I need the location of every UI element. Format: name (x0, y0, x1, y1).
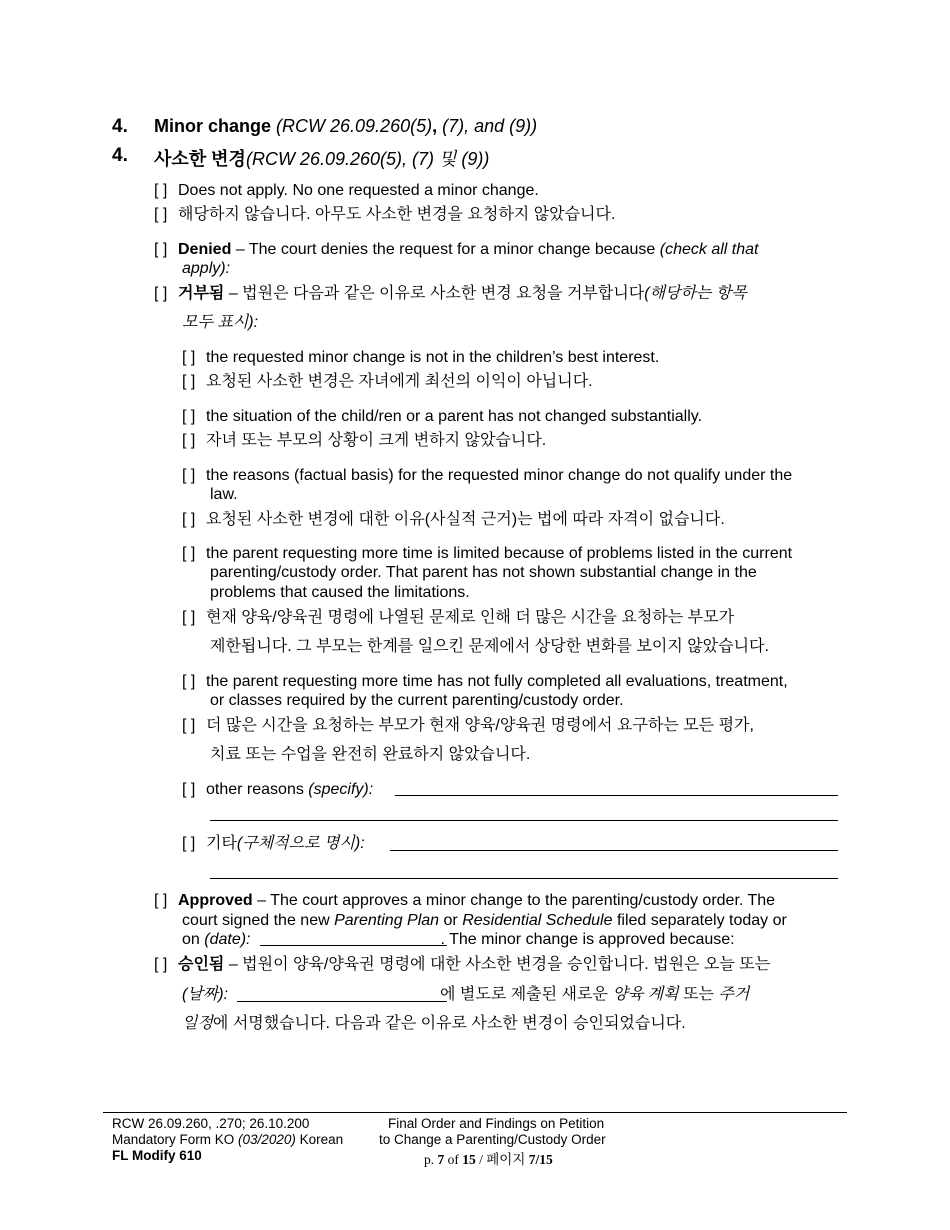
reason-2-en (182, 407, 702, 426)
reason-4-en-line-1: the parent requesting more time is limited because of problems listed in the current (206, 545, 793, 562)
reason-5-ko-line-2: 치료 또는 수업을 완전히 완료하지 않았습니다. (210, 746, 531, 763)
section-ref-en-a: (RCW 26.09.260(5) (276, 116, 433, 136)
approved-line3-ko-end: 에 서명했습니다. 다음과 같은 이유로 사소한 변경이 승인되었습니다. (212, 1015, 686, 1032)
denied-note-ko-2: 모두 표시): (182, 314, 259, 331)
approved-line1-ko: – 법원이 양육/양육권 명령에 대한 사소한 변경을 승인합니다. 법원은 오늘 또는 (224, 956, 771, 973)
footer-page-p: p. (424, 1152, 438, 1167)
reason-1-checkbox[interactable]: [ ] (182, 349, 196, 366)
approved-line2-ko-a: 에 별도로 제출된 새로운 (440, 986, 613, 1003)
reason-5-en-line-1: the parent requesting more time has not fully completed all evaluations, treatment, (206, 673, 788, 690)
approved-ko-parenting-plan: 양육 계획 (612, 986, 679, 1003)
approved-line3-end: . The minor change is approved because: (440, 931, 735, 948)
footer-page-total: 15 (462, 1152, 476, 1167)
denied-label-en: Denied (178, 241, 232, 258)
section-ref-en-comma: , (432, 116, 438, 136)
approved-ko-checkbox[interactable]: [ ] (154, 956, 168, 973)
footer-form-date: (03/2020) (238, 1132, 296, 1147)
footer-title-1: Final Order and Findings on Petition (388, 1116, 605, 1131)
denied-label-ko: 거부됨 (178, 285, 225, 302)
approved-line3-on: on (182, 931, 205, 948)
approved-date-input-line[interactable] (260, 945, 447, 946)
footer-form-line (112, 1132, 343, 1148)
denied-note-en-1: (check all that (659, 241, 759, 258)
other-ko-input-line-2[interactable] (210, 878, 838, 879)
section-heading-ko (154, 145, 489, 171)
reason-3-en-line-1: the reasons (factual basis) for the requested minor change do not qualify under the (206, 467, 793, 484)
reason-1-ko-line-1: 요청된 사소한 변경은 자녀에게 최선의 이익이 아닙니다. (206, 373, 593, 390)
section-ref-ko: (RCW 26.09.260(5), (7) 및 (9)) (245, 149, 490, 169)
footer-form-id: FL Modify 610 (112, 1148, 202, 1163)
other-checkbox[interactable]: [ ] (182, 781, 196, 798)
approved-label-ko: 승인됨 (178, 956, 225, 973)
other-en-note: (specify): (308, 781, 374, 798)
denied-text-en: – The court denies the request for a minor change because (231, 241, 660, 258)
reason-3-ko (182, 510, 725, 529)
other-en-input-line[interactable] (395, 795, 838, 796)
reason-5-ko (182, 716, 754, 735)
approved-line2-en (182, 911, 787, 930)
reason-2-ko (182, 431, 546, 450)
reason-2-checkbox[interactable]: [ ] (182, 408, 196, 425)
approved-residential-schedule: Residential Schedule (462, 912, 613, 929)
approved-line3-en (182, 930, 735, 949)
other-en-row (182, 780, 373, 799)
reason-1-en-line-1: the requested minor change is not in the children’s best interest. (206, 349, 660, 366)
other-ko-label: 기타 (206, 835, 237, 852)
not-apply-ko-row (154, 205, 615, 224)
reason-5-en (182, 672, 788, 691)
denied-note-ko-1: (해당하는 항목 (644, 285, 747, 302)
reason-4-en (182, 544, 792, 563)
footer-page-ko: / 페이지 (475, 1152, 529, 1167)
approved-ko-date-input-line[interactable] (237, 1001, 447, 1002)
not-apply-ko-checkbox[interactable]: [ ] (154, 206, 168, 223)
section-title-ko: 사소한 변경 (154, 149, 246, 169)
other-ko-note: (구체적으로 명시): (236, 835, 365, 852)
approved-line2-ko-or: 또는 (678, 986, 719, 1003)
denied-text-ko: – 법원은 다음과 같은 이유로 사소한 변경 요청을 거부합니다 (224, 285, 645, 302)
approved-ko-row (154, 955, 770, 974)
footer-form-a: Mandatory Form KO (112, 1132, 239, 1147)
not-apply-en: Does not apply. No one requested a minor change. (178, 182, 539, 199)
reason-4-ko-checkbox[interactable]: [ ] (182, 609, 196, 626)
approved-ko-schedule-1: 주거 (718, 986, 750, 1003)
reason-5-ko-checkbox[interactable]: [ ] (182, 717, 196, 734)
approved-line2-b: filed separately today or (612, 912, 787, 929)
denied-en-row (154, 240, 758, 259)
reason-4-ko-line-2: 제한됩니다. 그 부모는 한계를 일으킨 문제에서 상당한 변화를 보이지 않았습니다. (210, 638, 769, 655)
other-ko-row (182, 834, 365, 853)
section-number-ko: 4. (112, 145, 128, 166)
approved-line3-ko (182, 1014, 686, 1033)
footer-page-num: 7 (437, 1152, 445, 1167)
reason-5-ko-line-1: 더 많은 시간을 요청하는 부모가 현재 양육/양육권 명령에서 요구하는 모든 평가, (206, 717, 754, 734)
footer-title-2: to Change a Parenting/Custody Order (379, 1132, 606, 1147)
denied-note-en-2: apply): (182, 260, 231, 277)
section-ref-en-b: (7), and (9)) (437, 116, 538, 136)
footer-page-number (424, 1152, 553, 1168)
footer-page-ko-num: 7/15 (528, 1152, 553, 1167)
section-number-en: 4. (112, 116, 128, 137)
not-apply-en-row (154, 181, 539, 200)
reason-3-checkbox[interactable]: [ ] (182, 467, 196, 484)
reason-4-checkbox[interactable]: [ ] (182, 545, 196, 562)
reason-5-checkbox[interactable]: [ ] (182, 673, 196, 690)
footer-form-b: Korean (295, 1132, 344, 1147)
reason-4-en-line-2: parenting/custody order. That parent has not shown substantial change in the (210, 564, 757, 581)
reason-3-ko-line-1: 요청된 사소한 변경에 대한 이유(사실적 근거)는 법에 따라 자격이 없습니다. (206, 511, 725, 528)
reason-2-ko-checkbox[interactable]: [ ] (182, 432, 196, 449)
reason-4-ko (182, 608, 734, 627)
other-ko-input-line[interactable] (390, 850, 838, 851)
other-ko-checkbox[interactable]: [ ] (182, 835, 196, 852)
approved-line2-or: or (439, 912, 463, 929)
approved-ko-schedule-2: 일정 (182, 1015, 213, 1032)
denied-ko-checkbox[interactable]: [ ] (154, 285, 168, 302)
denied-ko-row (154, 284, 747, 303)
reason-1-en (182, 348, 659, 367)
footer-page-of: of (444, 1152, 463, 1167)
section-title-en: Minor change (154, 116, 272, 136)
reason-2-en-line-1: the situation of the child/ren or a parent has not changed substantially. (206, 408, 703, 425)
reason-1-ko-checkbox[interactable]: [ ] (182, 373, 196, 390)
other-en-label: other reasons (206, 781, 309, 798)
approved-line1-en: – The court approves a minor change to the parenting/custody order. The (252, 892, 776, 909)
approved-label-en: Approved (178, 892, 253, 909)
not-apply-ko: 해당하지 않습니다. 아무도 사소한 변경을 요청하지 않았습니다. (178, 206, 616, 223)
reason-2-ko-line-1: 자녀 또는 부모의 상황이 크게 변하지 않았습니다. (206, 432, 547, 449)
approved-en-row (154, 891, 775, 910)
reason-4-ko-line-1: 현재 양육/양육권 명령에 나열된 문제로 인해 더 많은 시간을 요청하는 부모가 (206, 609, 735, 626)
reason-3-en-line-2: law. (210, 486, 238, 503)
denied-checkbox[interactable]: [ ] (154, 241, 168, 258)
not-apply-checkbox[interactable]: [ ] (154, 182, 168, 199)
reason-1-ko (182, 372, 593, 391)
approved-ko-date-label: (날짜): (182, 986, 229, 1003)
approved-checkbox[interactable]: [ ] (154, 892, 168, 909)
approved-date-label: (date): (204, 931, 251, 948)
approved-parenting-plan: Parenting Plan (334, 912, 440, 929)
other-en-input-line-2[interactable] (210, 820, 838, 821)
approved-line2-a: court signed the new (182, 912, 335, 929)
reason-5-en-line-2: or classes required by the current parenting/custody order. (210, 692, 624, 709)
reason-4-en-line-3: problems that caused the limitations. (210, 584, 470, 601)
reason-3-en (182, 466, 792, 485)
section-heading-en (154, 116, 537, 137)
reason-3-ko-checkbox[interactable]: [ ] (182, 511, 196, 528)
footer-rule (103, 1112, 847, 1113)
footer-statute: RCW 26.09.260, .270; 26.10.200 (112, 1116, 310, 1131)
